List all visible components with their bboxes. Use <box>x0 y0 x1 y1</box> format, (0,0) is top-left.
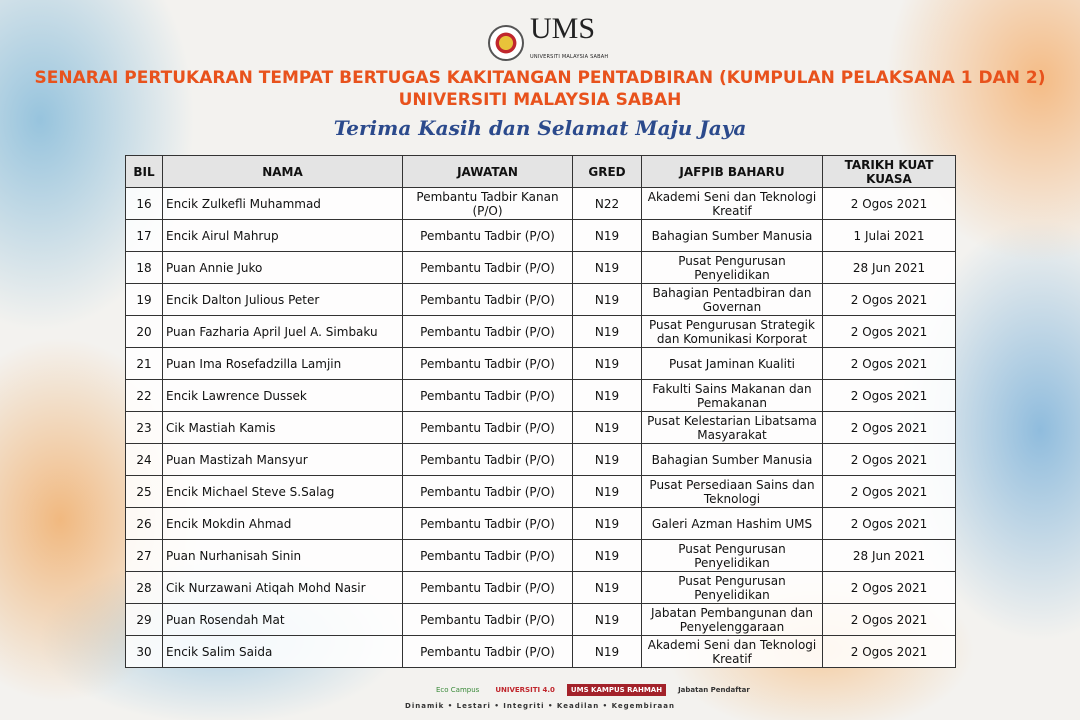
tarikh-cell: 2 Ogos 2021 <box>823 412 956 444</box>
tarikh-cell: 2 Ogos 2021 <box>823 316 956 348</box>
jawatan-cell: Pembantu Tadbir Kanan (P/O) <box>403 188 573 220</box>
gred-cell: N19 <box>573 380 642 412</box>
jawatan-cell: Pembantu Tadbir (P/O) <box>403 412 573 444</box>
bil-cell: 29 <box>126 604 163 636</box>
jawatan-cell: Pembantu Tadbir (P/O) <box>403 508 573 540</box>
tarikh-cell: 2 Ogos 2021 <box>823 508 956 540</box>
column-header: JAWATAN <box>403 156 573 188</box>
column-header: JAFPIB BAHARU <box>642 156 823 188</box>
nama-cell: Encik Zulkefli Muhammad <box>163 188 403 220</box>
tarikh-cell: 1 Julai 2021 <box>823 220 956 252</box>
jawatan-cell: Pembantu Tadbir (P/O) <box>403 604 573 636</box>
nama-cell: Puan Mastizah Mansyur <box>163 444 403 476</box>
table-row <box>126 572 956 604</box>
nama-cell: Puan Rosendah Mat <box>163 604 403 636</box>
jafpib-cell: Galeri Azman Hashim UMS <box>642 508 823 540</box>
jawatan-cell: Pembantu Tadbir (P/O) <box>403 252 573 284</box>
tarikh-cell: 28 Jun 2021 <box>823 252 956 284</box>
jafpib-cell: Pusat Pengurusan Penyelidikan <box>642 252 823 284</box>
bil-cell: 30 <box>126 636 163 668</box>
bil-cell: 21 <box>126 348 163 380</box>
tarikh-cell: 2 Ogos 2021 <box>823 604 956 636</box>
tarikh-cell: 2 Ogos 2021 <box>823 380 956 412</box>
transfer-table <box>125 155 956 668</box>
table-row <box>126 220 956 252</box>
jawatan-cell: Pembantu Tadbir (P/O) <box>403 316 573 348</box>
jafpib-cell: Bahagian Sumber Manusia <box>642 444 823 476</box>
bil-cell: 26 <box>126 508 163 540</box>
nama-cell: Encik Airul Mahrup <box>163 220 403 252</box>
gred-cell: N19 <box>573 508 642 540</box>
jawatan-cell: Pembantu Tadbir (P/O) <box>403 636 573 668</box>
motto: Dinamik • Lestari • Integriti • Keadilan • Kegembiraan <box>405 702 675 710</box>
title-line-1: SENARAI PERTUKARAN TEMPAT BERTUGAS KAKITANGAN PENTADBIRAN (KUMPULAN PELAKSANA 1 DAN 2) <box>34 68 1046 88</box>
logo-text: UMS <box>530 12 596 45</box>
table-row <box>126 604 956 636</box>
column-header: GRED <box>573 156 642 188</box>
tarikh-cell: 2 Ogos 2021 <box>823 284 956 316</box>
jafpib-cell: Akademi Seni dan Teknologi Kreatif <box>642 636 823 668</box>
ums-seal-icon <box>488 25 524 61</box>
column-header: NAMA <box>163 156 403 188</box>
jabatan-pendaftar-logo: Jabatan Pendaftar <box>678 686 750 694</box>
tarikh-cell: 2 Ogos 2021 <box>823 572 956 604</box>
bil-cell: 18 <box>126 252 163 284</box>
table-row <box>126 252 956 284</box>
table-row <box>126 348 956 380</box>
table-row <box>126 508 956 540</box>
column-header: TARIKH KUAT KUASA <box>823 156 956 188</box>
table-row <box>126 476 956 508</box>
jawatan-cell: Pembantu Tadbir (P/O) <box>403 348 573 380</box>
bil-cell: 22 <box>126 380 163 412</box>
bil-cell: 25 <box>126 476 163 508</box>
jafpib-cell: Pusat Pengurusan Penyelidikan <box>642 572 823 604</box>
nama-cell: Cik Mastiah Kamis <box>163 412 403 444</box>
jafpib-cell: Bahagian Pentadbiran dan Governan <box>642 284 823 316</box>
nama-cell: Puan Ima Rosefadzilla Lamjin <box>163 348 403 380</box>
bil-cell: 23 <box>126 412 163 444</box>
table-row <box>126 316 956 348</box>
gred-cell: N19 <box>573 636 642 668</box>
tarikh-cell: 2 Ogos 2021 <box>823 444 956 476</box>
tarikh-cell: 2 Ogos 2021 <box>823 476 956 508</box>
gred-cell: N19 <box>573 220 642 252</box>
table-row <box>126 380 956 412</box>
table-row <box>126 188 956 220</box>
eco-campus-logo: Eco Campus <box>436 686 480 694</box>
title-line-2: UNIVERSITI MALAYSIA SABAH <box>398 90 682 110</box>
table-row <box>126 444 956 476</box>
jawatan-cell: Pembantu Tadbir (P/O) <box>403 284 573 316</box>
jafpib-cell: Pusat Jaminan Kualiti <box>642 348 823 380</box>
nama-cell: Encik Mokdin Ahmad <box>163 508 403 540</box>
nama-cell: Encik Dalton Julious Peter <box>163 284 403 316</box>
jafpib-cell: Pusat Kelestarian Libatsama Masyarakat <box>642 412 823 444</box>
gred-cell: N19 <box>573 540 642 572</box>
universiti-4-logo: UNIVERSITI 4.0 <box>495 686 555 694</box>
tagline: Terima Kasih dan Selamat Maju Jaya <box>333 116 747 140</box>
tarikh-cell: 2 Ogos 2021 <box>823 188 956 220</box>
gred-cell: N19 <box>573 252 642 284</box>
nama-cell: Puan Fazharia April Juel A. Simbaku <box>163 316 403 348</box>
bil-cell: 20 <box>126 316 163 348</box>
jafpib-cell: Fakulti Sains Makanan dan Pemakanan <box>642 380 823 412</box>
nama-cell: Encik Michael Steve S.Salag <box>163 476 403 508</box>
jafpib-cell: Bahagian Sumber Manusia <box>642 220 823 252</box>
ums-logo <box>488 12 609 71</box>
gred-cell: N19 <box>573 476 642 508</box>
gred-cell: N19 <box>573 444 642 476</box>
gred-cell: N19 <box>573 604 642 636</box>
logo-subtitle: UNIVERSITI MALAYSIA SABAH <box>530 54 609 60</box>
gred-cell: N19 <box>573 412 642 444</box>
bil-cell: 19 <box>126 284 163 316</box>
table-row <box>126 540 956 572</box>
jawatan-cell: Pembantu Tadbir (P/O) <box>403 380 573 412</box>
bil-cell: 28 <box>126 572 163 604</box>
jawatan-cell: Pembantu Tadbir (P/O) <box>403 540 573 572</box>
jawatan-cell: Pembantu Tadbir (P/O) <box>403 476 573 508</box>
nama-cell: Cik Nurzawani Atiqah Mohd Nasir <box>163 572 403 604</box>
bil-cell: 17 <box>126 220 163 252</box>
table-row <box>126 412 956 444</box>
nama-cell: Encik Lawrence Dussek <box>163 380 403 412</box>
bil-cell: 16 <box>126 188 163 220</box>
column-header: BIL <box>126 156 163 188</box>
table-row <box>126 284 956 316</box>
jawatan-cell: Pembantu Tadbir (P/O) <box>403 220 573 252</box>
gred-cell: N19 <box>573 348 642 380</box>
nama-cell: Encik Salim Saida <box>163 636 403 668</box>
jafpib-cell: Pusat Persediaan Sains dan Teknologi <box>642 476 823 508</box>
nama-cell: Puan Annie Juko <box>163 252 403 284</box>
bil-cell: 27 <box>126 540 163 572</box>
jafpib-cell: Pusat Pengurusan Strategik dan Komunikasi Korporat <box>642 316 823 348</box>
jawatan-cell: Pembantu Tadbir (P/O) <box>403 444 573 476</box>
gred-cell: N22 <box>573 188 642 220</box>
kampus-rahmah-logo: UMS KAMPUS RAHMAH <box>567 684 666 696</box>
bil-cell: 24 <box>126 444 163 476</box>
tarikh-cell: 2 Ogos 2021 <box>823 636 956 668</box>
tarikh-cell: 28 Jun 2021 <box>823 540 956 572</box>
footer-logos <box>432 684 754 696</box>
jafpib-cell: Akademi Seni dan Teknologi Kreatif <box>642 188 823 220</box>
gred-cell: N19 <box>573 316 642 348</box>
gred-cell: N19 <box>573 572 642 604</box>
jafpib-cell: Jabatan Pembangunan dan Penyelenggaraan <box>642 604 823 636</box>
gred-cell: N19 <box>573 284 642 316</box>
nama-cell: Puan Nurhanisah Sinin <box>163 540 403 572</box>
jawatan-cell: Pembantu Tadbir (P/O) <box>403 572 573 604</box>
tarikh-cell: 2 Ogos 2021 <box>823 348 956 380</box>
jafpib-cell: Pusat Pengurusan Penyelidikan <box>642 540 823 572</box>
table-row <box>126 636 956 668</box>
